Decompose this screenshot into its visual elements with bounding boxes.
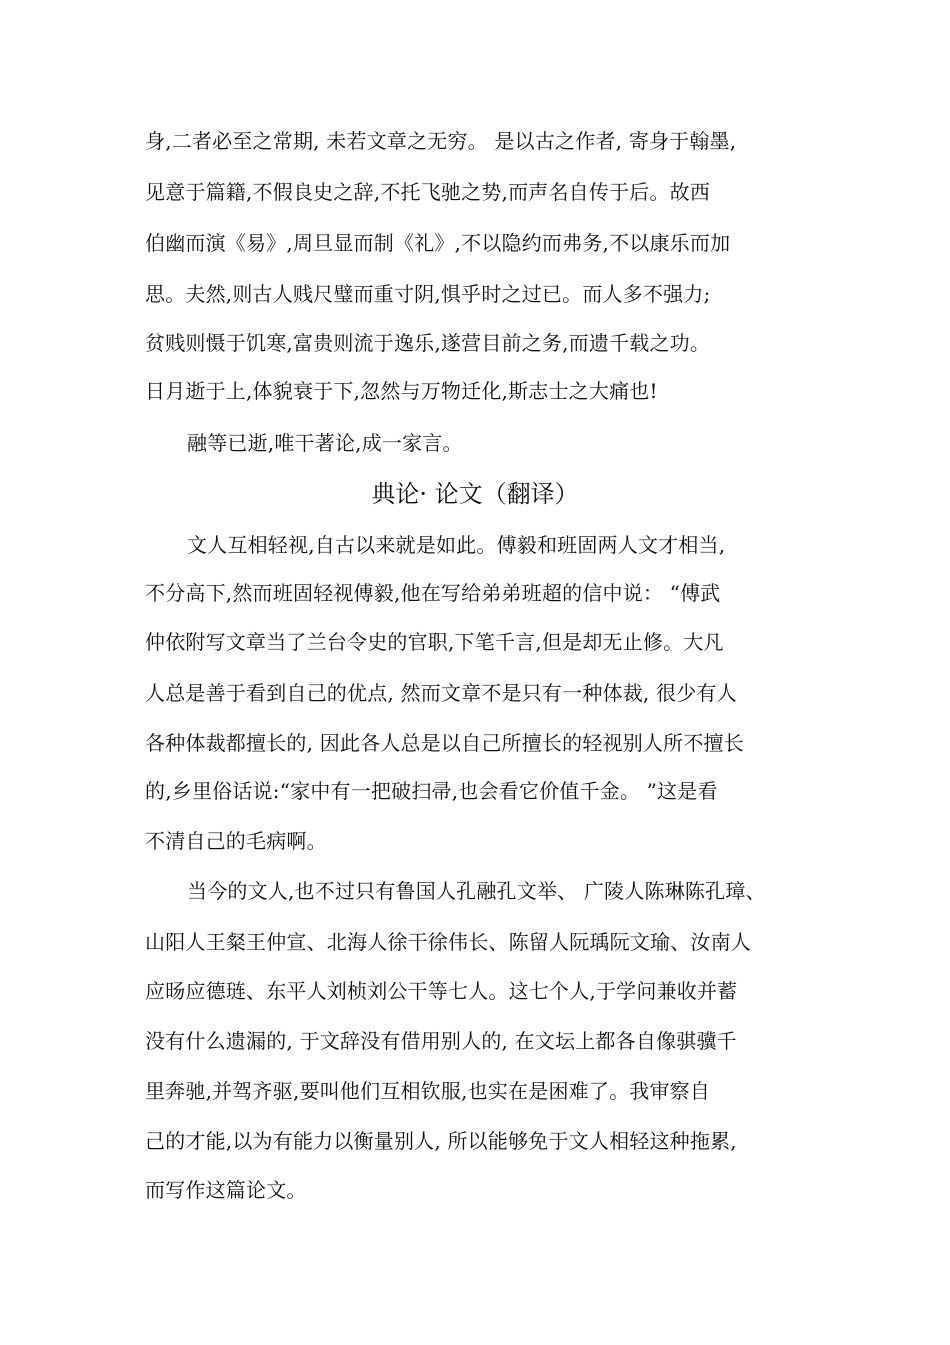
translation-line: 当今的文人,也不过只有鲁国人孔融孔文举、 广陵人陈琳陈孔璋、 (187, 879, 766, 903)
translation-line: 应旸应德琏、东平人刘桢刘公干等七人。这七个人,于学问兼收并蓄 (145, 979, 738, 1003)
translation-line: 里奔驰,并驾齐驱,要叫他们互相钦服,也实在是困难了。我审察自 (145, 1079, 711, 1103)
original-line: 贫贱则慑于饥寒,富贵则流于逸乐,遂营目前之务,而遗千载之功。 (145, 331, 711, 355)
original-line: 伯幽而演《易》,周旦显而制《礼》,不以隐约而弗务,不以康乐而加 (145, 231, 731, 255)
original-line: 身,二者必至之常期, 未若文章之无穷。 是以古之作者, 寄身于翰墨, (145, 129, 737, 153)
original-line: 日月逝于上,体貌衰于下,忽然与万物迁化,斯志士之大痛也! (145, 379, 658, 403)
translation-line: 文人互相轻视,自古以来就是如此。傅毅和班固两人文才相当, (187, 533, 726, 557)
translation-title: 典论· 论文（翻译） (371, 480, 579, 508)
translation-line: 人总是善于看到自己的优点, 然而文章不是只有一种体裁, 很少有人 (145, 681, 737, 705)
original-line: 见意于篇籍,不假良史之辞,不托飞驰之势,而声名自传于后。故西 (145, 180, 711, 204)
translation-line: 不清自己的毛病啊。 (145, 829, 327, 853)
translation-line: 不分高下,然而班固轻视傅毅,他在写给弟弟班超的信中说： “傅武 (145, 581, 721, 605)
translation-line: 己的才能,以为有能力以衡量别人, 所以能够免于文人相轻这种拖累, (145, 1129, 737, 1153)
translation-line: 各种体裁都擅长的, 因此各人总是以自己所擅长的轻视别人所不擅长 (145, 731, 744, 755)
original-line: 思。夫然,则古人贱尺璧而重寸阴,惧乎时之过已。而人多不强力; (145, 282, 711, 306)
translation-line: 的,乡里俗话说:“家中有一把破扫帚,也会看它价值千金。 ”这是看 (145, 779, 718, 803)
translation-line: 仲依附写文章当了兰台令史的官职,下笔千言,但是却无止修。大凡 (145, 630, 724, 654)
translation-line: 而写作这篇论文。 (145, 1178, 307, 1202)
translation-line: 山阳人王粲王仲宣、北海人徐干徐伟长、陈留人阮瑀阮文瑜、汝南人 (145, 930, 751, 954)
translation-line: 没有什么遗漏的, 于文辞没有借用别人的, 在文坛上都各自像骐骥千 (145, 1029, 737, 1053)
original-line: 融等已逝,唯干著论,成一家言。 (187, 431, 463, 455)
